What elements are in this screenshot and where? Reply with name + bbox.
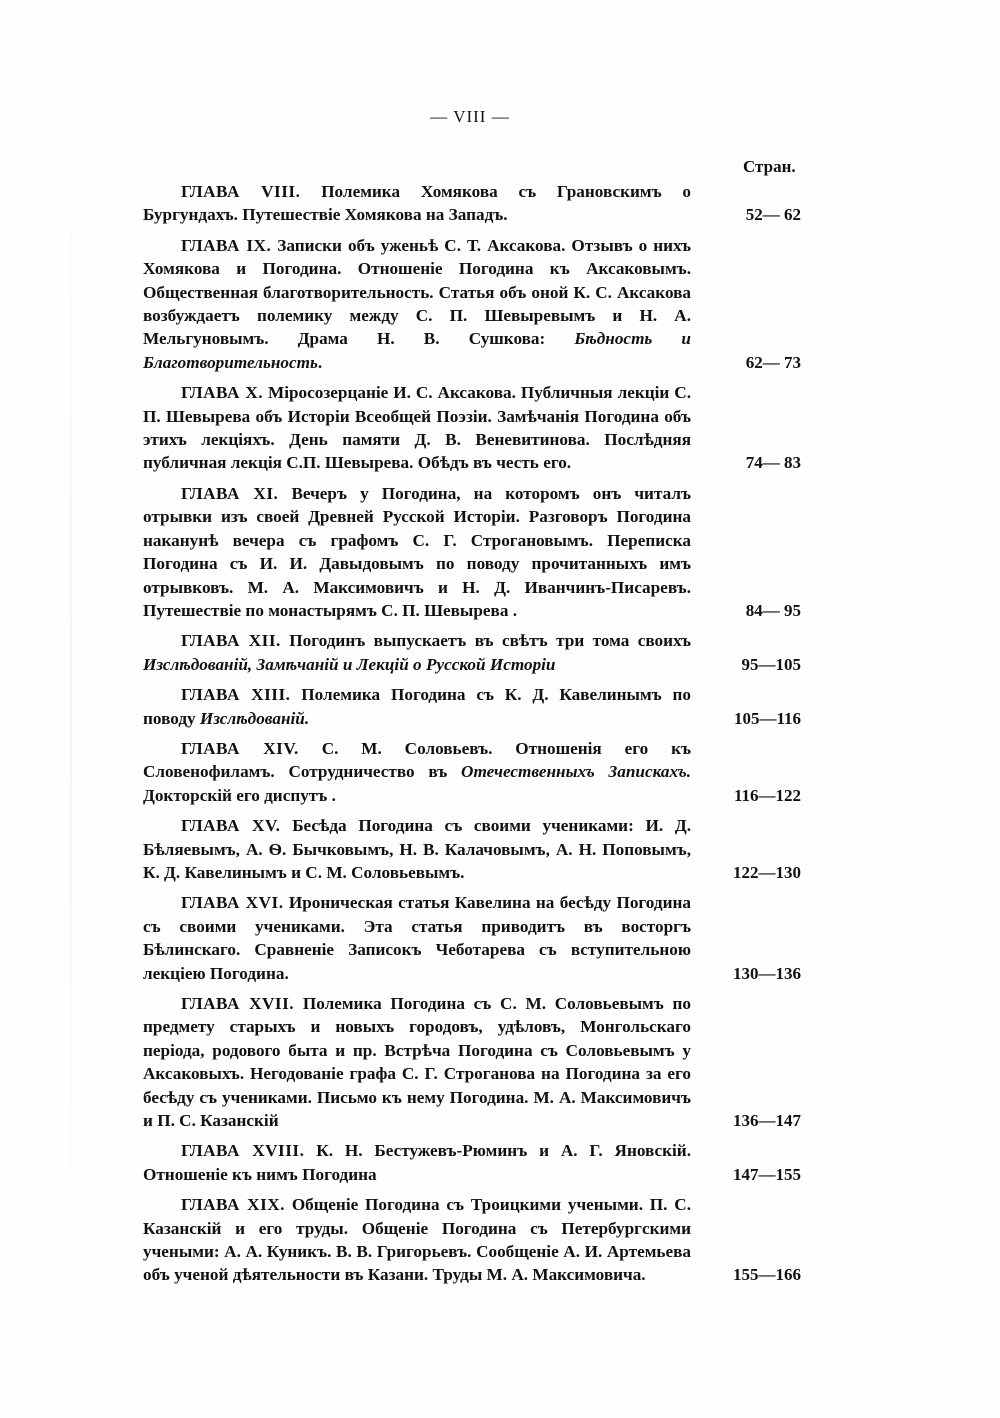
page-range: 62— 73	[745, 352, 801, 372]
pages-column-header: Стран.	[743, 157, 796, 176]
chapter-label: ГЛАВА XIX.	[181, 1195, 285, 1215]
toc-entry-chapter-17	[143, 992, 803, 1132]
page-range: 52— 62	[745, 205, 801, 225]
italic-title: Изслѣдованій, Замѣчаній и Лекцій о Русской Исторіи	[143, 654, 556, 674]
toc-entry-text	[143, 992, 691, 1132]
page-range: 155—166	[733, 1265, 801, 1285]
chapter-label: ГЛАВА VIII.	[181, 182, 301, 201]
toc-entry-chapter-13	[143, 683, 803, 730]
toc-entry-text	[143, 683, 691, 730]
toc-entry-text	[143, 1139, 691, 1186]
toc-entry-chapter-15	[143, 814, 803, 884]
chapter-summary-tail: Докторскій его диспутъ .	[143, 785, 336, 805]
italic-title: Отечественныхъ Запискахъ.	[461, 762, 691, 782]
toc-entry-text	[143, 814, 691, 884]
toc-entry-chapter-14	[143, 737, 803, 807]
italic-title: Изслѣдованій.	[199, 708, 310, 728]
toc-entry-chapter-19	[143, 1193, 803, 1287]
chapter-summary: Записки объ уженьѣ С. Т. Аксакова. Отзывъ о нихъ Хомякова и Погодина. Отношеніе Погодина къ Аксаковымъ. Общественная благотворительность. Статья объ оной К. С. Аксакова возбуждаетъ полемику между С. П. Шевыревымъ и Н. А. Мельгуновымъ. Драма Н. В. Сушкова:	[143, 235, 692, 349]
chapter-summary: С. М. Соловьевъ. Отношенія его къ Словенофиламъ. Сотрудничество въ	[143, 738, 691, 782]
page-range: 105—116	[733, 708, 801, 728]
chapter-label: ГЛАВА XV.	[181, 816, 281, 836]
toc-entry-text	[143, 381, 691, 475]
chapter-label: ГЛАВА XIV.	[181, 738, 299, 758]
toc-entry-text	[143, 180, 691, 227]
chapter-summary: Полемика Погодина съ С. М. Соловьевымъ по предмету старыхъ и новыхъ городовъ, удѣловъ, Монгольскаго періода, родового быта и пр. Встрѣча Погодина съ Соловьевымъ у Аксаковыхъ. Негодованіе графа С. Г. Строганова на Погодина за его бесѣду съ учениками. Письмо къ нему Погодина. М. А. Максимовичъ и П. С. Казанскій	[143, 994, 691, 1131]
toc-entry-text	[143, 1193, 691, 1287]
page-range: 116—122	[733, 785, 801, 805]
toc-entry-chapter-11	[143, 482, 803, 622]
toc-entry-text	[143, 737, 691, 807]
chapter-summary: Погодинъ выпускаетъ въ свѣтъ три тома своихъ	[289, 631, 691, 651]
toc-entry-text	[143, 482, 691, 622]
chapter-summary: Бесѣда Погодина съ своими учениками: И. Д. Бѣляевымъ, А. Ѳ. Бычковымъ, Н. В. Калачовымъ, А. Н. Поповымъ, К. Д. Кавелинымъ и С. М. Соловьевымъ.	[143, 816, 692, 882]
chapter-summary: К. Н. Бестужевъ-Рюминъ и А. Г. Яновскій. Отношеніе къ нимъ Погодина	[143, 1141, 692, 1184]
toc-entry-chapter-9	[143, 234, 803, 374]
page-number: — VIII —	[430, 107, 510, 126]
page-range: 84— 95	[745, 600, 801, 620]
chapter-label: ГЛАВА XVIII.	[181, 1141, 305, 1161]
toc-entry-text	[143, 629, 691, 676]
chapter-label: ГЛАВА XVI.	[181, 893, 284, 913]
page-range: 74— 83	[745, 453, 801, 473]
scan-edge-shadow	[70, 70, 72, 1330]
toc-entry-chapter-12	[143, 629, 803, 676]
chapter-label: ГЛАВА IX.	[181, 235, 272, 255]
page-range: 95—105	[741, 654, 801, 674]
chapter-label: ГЛАВА X.	[181, 383, 264, 403]
chapter-summary: Ироническая статья Кавелина на бесѣду Погодина съ своими учениками. Эта статья приводитъ въ восторгъ Бѣлинскаго. Сравненіе Записокъ Чеботарева съ вступительною лекціею Погодина.	[143, 893, 691, 983]
chapter-summary: Міросозерцаніе И. С. Аксакова. Публичныя лекціи С. П. Шевырева объ Исторіи Всеобщей Поэзіи. Замѣчанія Погодина объ этихъ лекціяхъ. День памяти Д. В. Веневитинова. Послѣдняя публичная лекція С.П. Шевырева. Обѣдъ въ честь его.	[143, 383, 691, 473]
chapter-label: ГЛАВА XI.	[181, 483, 279, 503]
page-range: 147—155	[733, 1164, 801, 1184]
page-range: 122—130	[733, 862, 801, 882]
chapter-summary: Общеніе Погодина съ Троицкими учеными. П. С. Казанскій и его труды. Общеніе Погодина съ Петербургскими учеными: А. А. Куникъ. В. В. Григорьевъ. Сообщеніе А. И. Артемьева объ ученой дѣятельности въ Казани. Труды М. А. Максимовича.	[143, 1195, 692, 1285]
chapter-summary: Полемика Хомякова съ Грановскимъ о Бургундахъ. Путешествіе Хомякова на Западъ.	[143, 182, 691, 225]
table-of-contents	[143, 180, 803, 1294]
chapter-label: ГЛАВА XVII.	[181, 994, 295, 1013]
toc-entry-chapter-18	[143, 1139, 803, 1186]
toc-entry-text	[143, 891, 691, 985]
toc-entry-chapter-16	[143, 891, 803, 985]
chapter-label: ГЛАВА XIII.	[181, 685, 291, 705]
chapter-summary: Вечеръ у Погодина, на которомъ онъ читалъ отрывки изъ своей Древней Русской Исторіи. Разговоръ Погодина наканунѣ вечера съ графомъ С. Г. Строгановымъ. Переписка Погодина съ И. И. Давыдовымъ по поводу прочитанныхъ имъ отрывковъ. М. А. Максимовичъ и Н. Д. Иванчинъ-Писаревъ. Путешествіе по монастырямъ С. П. Шевырева .	[143, 483, 692, 620]
chapter-label: ГЛАВА XII.	[181, 631, 281, 651]
toc-entry-text	[143, 234, 691, 374]
italic-title: Бѣдность и Благотворительность	[143, 329, 691, 372]
toc-entry-chapter-10	[143, 381, 803, 475]
toc-entry-chapter-8	[143, 180, 803, 227]
page-range: 136—147	[733, 1111, 801, 1131]
chapter-summary: Полемика Погодина съ К. Д. Кавелинымъ по поводу	[143, 685, 692, 728]
chapter-summary-tail: .	[317, 352, 323, 372]
page-range: 130—136	[733, 963, 801, 983]
